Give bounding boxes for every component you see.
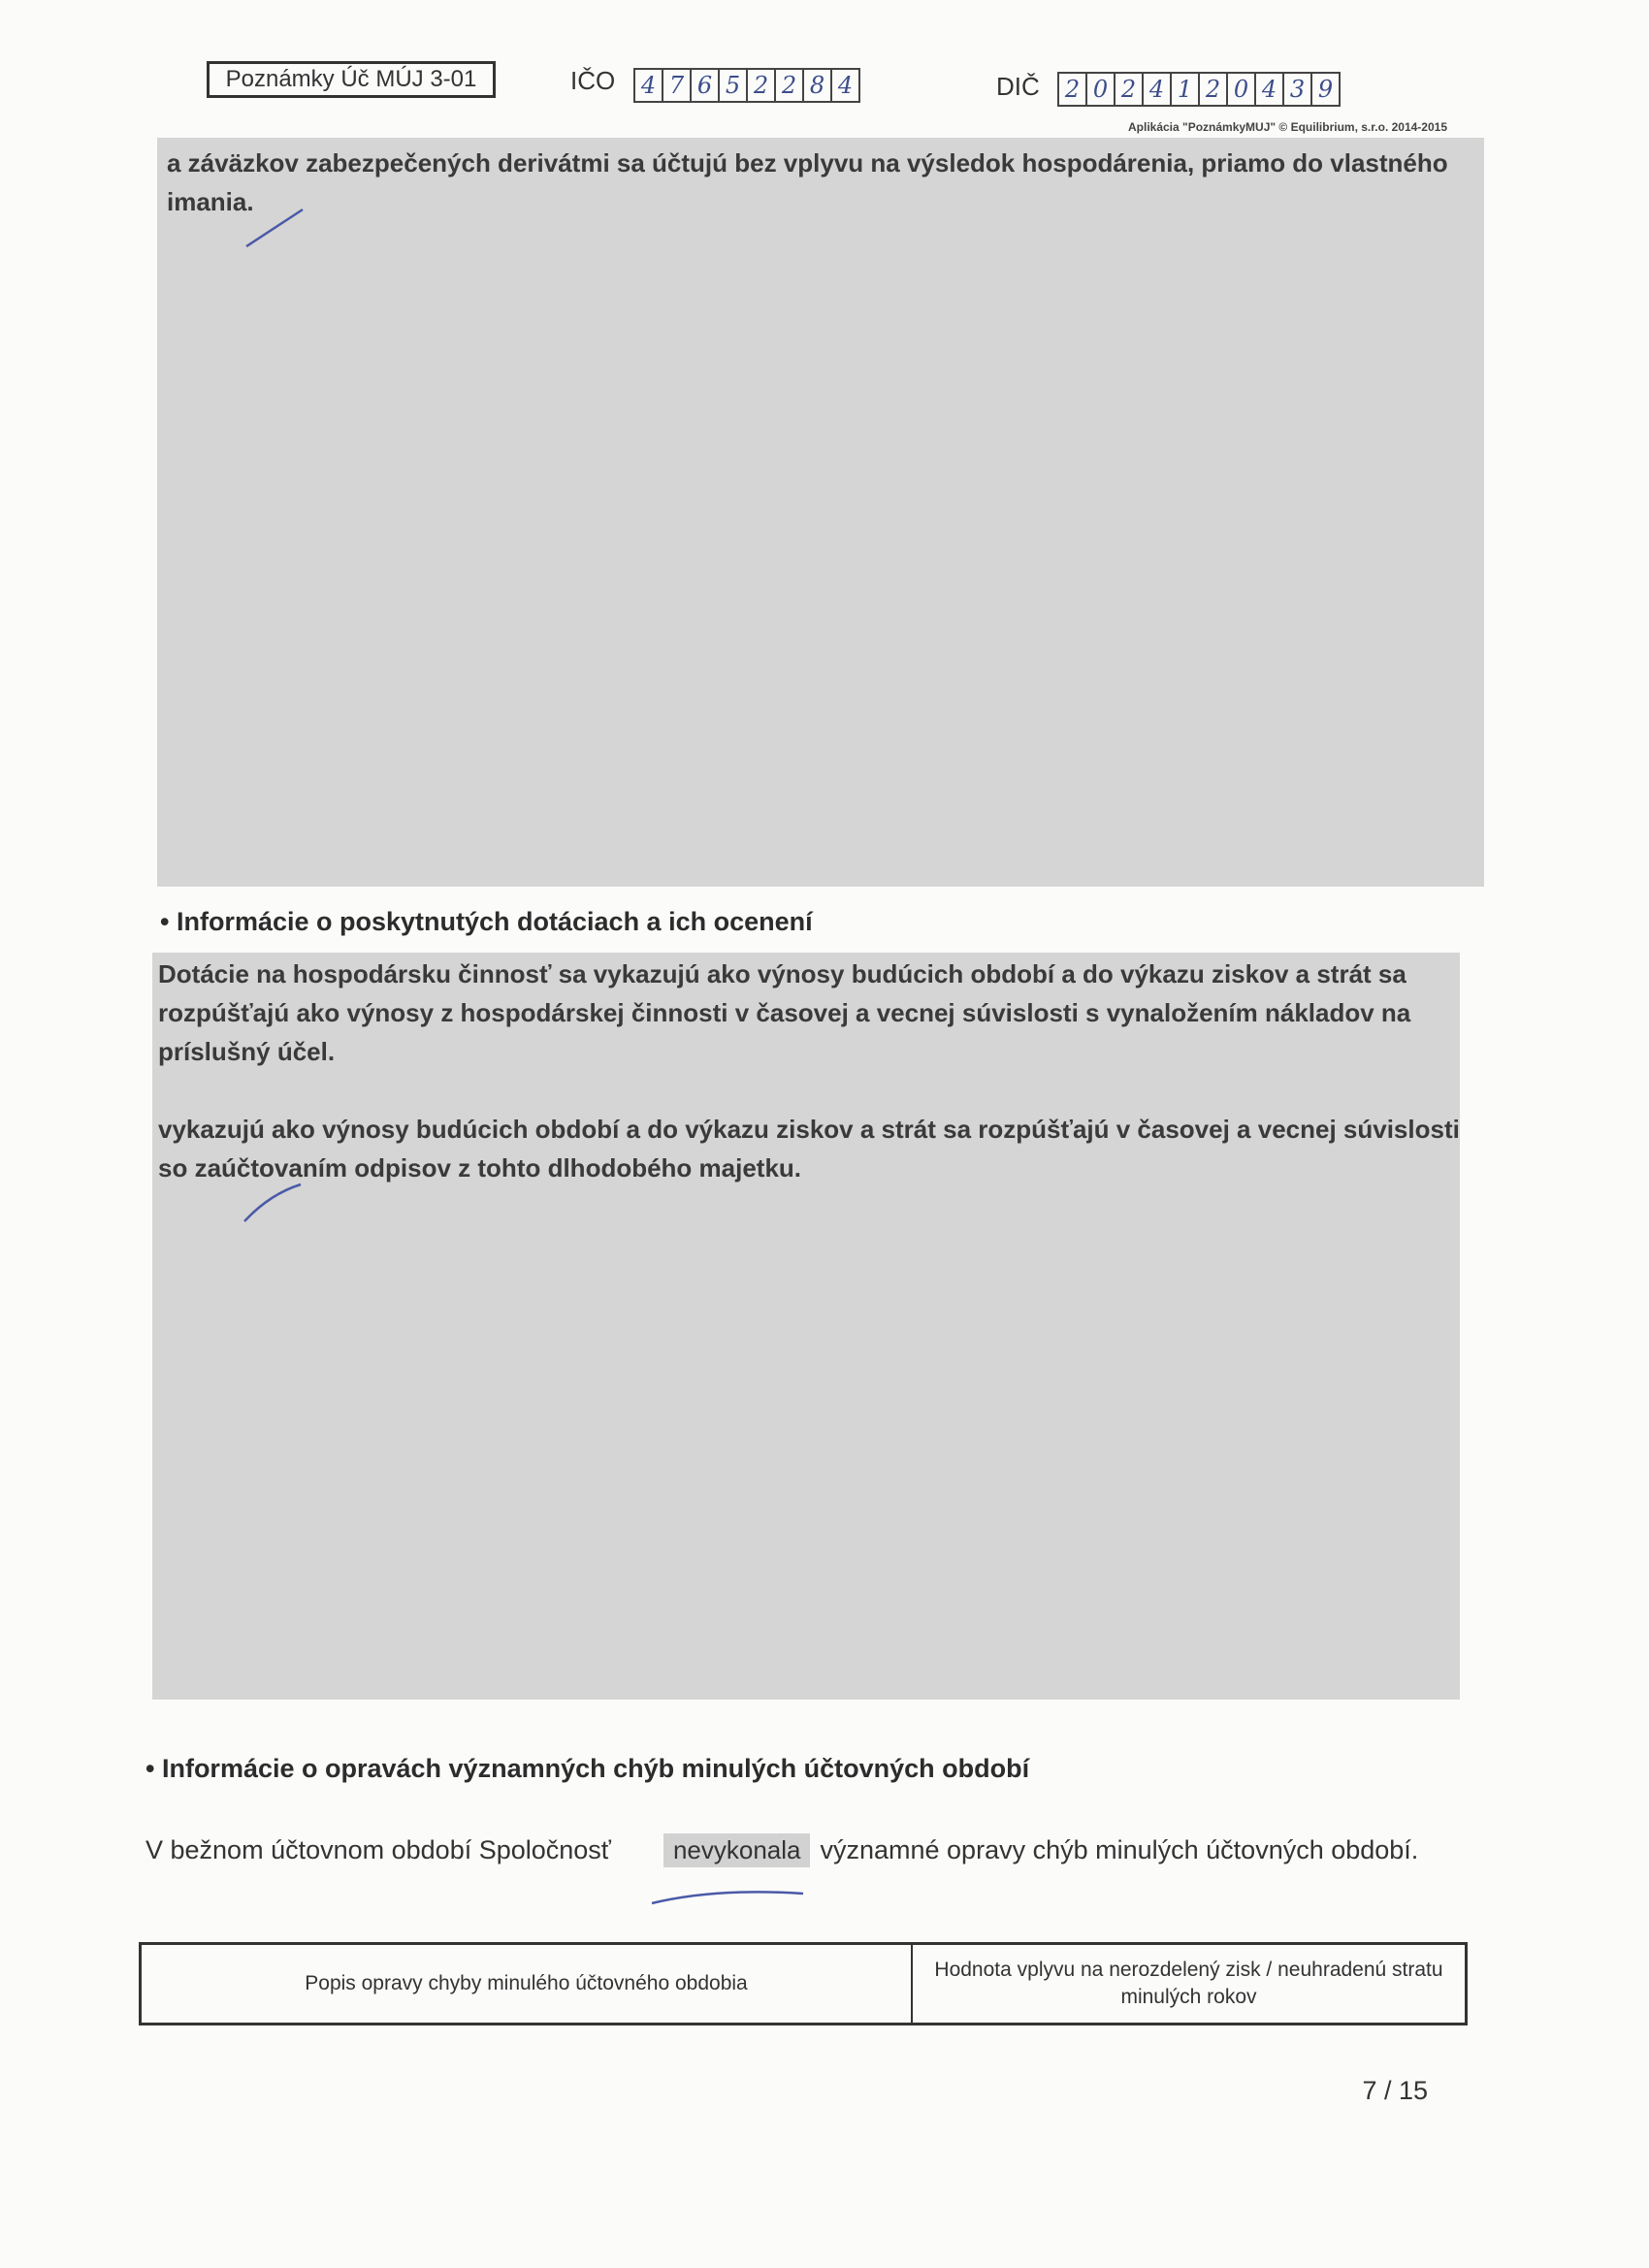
ico-digit-boxes — [633, 68, 858, 103]
paragraph-line: so zaúčtovaním odpisov z tohto dlhodobého majetku. — [158, 1153, 802, 1183]
corrections-statement — [146, 1833, 1455, 1867]
table-header-description: Popis opravy chyby minulého účtovného obdobia — [141, 1944, 913, 2025]
dic-digit: 0 — [1085, 72, 1116, 107]
dic-digit: 9 — [1310, 72, 1341, 107]
paragraph-line: príslušný účel. — [158, 1037, 336, 1066]
statement-text-after: významné opravy chýb minulých účtovných období. — [820, 1835, 1419, 1864]
dic-digit: 2 — [1057, 72, 1087, 107]
dic-digit: 2 — [1114, 72, 1144, 107]
dic-digit: 3 — [1282, 72, 1312, 107]
shaded-text-area-1 — [157, 138, 1484, 887]
dic-digit-boxes — [1057, 72, 1339, 107]
ico-digit: 8 — [802, 68, 832, 103]
statement-text-before: V bežnom účtovnom období Spoločnosť — [146, 1835, 611, 1864]
dic-digit: 1 — [1170, 72, 1200, 107]
paragraph-line: rozpúšťajú ako výnosy z hospodárskej činnosti v časovej a vecnej súvislosti s vynaložením nákladov na — [158, 998, 1411, 1027]
ico-digit: 7 — [662, 68, 692, 103]
shaded-text-area-2 — [152, 953, 1460, 1700]
paragraph-line: a záväzkov zabezpečených derivátmi sa účtujú bez vplyvu na výsledok hospodárenia, priamo do vlastného — [167, 148, 1448, 178]
form-code-box: Poznámky Úč MÚJ 3-01 — [207, 61, 496, 98]
paragraph-line: Dotácie na hospodársku činnosť sa vykazujú ako výnosy budúcich období a do výkazu ziskov a strát sa — [158, 959, 1406, 988]
app-copyright-note: Aplikácia "PoznámkyMUJ" © Equilibrium, s.r.o. 2014-2015 — [1127, 120, 1447, 134]
ico-digit: 5 — [718, 68, 748, 103]
corrections-table — [139, 1942, 1468, 2025]
checkmark-annotation-icon — [242, 204, 310, 252]
dic-label: DIČ — [996, 72, 1040, 101]
table-header-row — [141, 1944, 1467, 2025]
checkmark-annotation-icon — [241, 1179, 308, 1227]
dic-digit: 0 — [1226, 72, 1256, 107]
paragraph-line: imania. — [167, 187, 254, 216]
ico-digit: 4 — [633, 68, 663, 103]
dic-digit: 4 — [1254, 72, 1284, 107]
paragraph-line: vykazujú ako výnosy budúcich období a do výkazu ziskov a strát sa rozpúšťajú v časovej a vecnej súvislosti — [158, 1115, 1460, 1144]
page-number: 7 / 15 — [1362, 2076, 1428, 2105]
ico-label: IČO — [570, 66, 616, 95]
ico-digit: 2 — [746, 68, 776, 103]
dic-digit: 2 — [1198, 72, 1228, 107]
underline-annotation-icon — [648, 1882, 813, 1911]
section-heading-corrections: • Informácie o opravách významných chýb minulých účtovných období — [146, 1754, 1030, 1783]
dic-digit: 4 — [1142, 72, 1172, 107]
corrections-select-value[interactable]: nevykonala — [663, 1833, 811, 1867]
ico-digit: 6 — [690, 68, 720, 103]
ico-digit: 4 — [830, 68, 860, 103]
section-heading-subsidies: • Informácie o poskytnutých dotáciach a ich ocenení — [160, 907, 813, 936]
table-header-impact-value: Hodnota vplyvu na nerozdelený zisk / neuhradenú stratu minulých rokov — [912, 1944, 1467, 2025]
ico-digit: 2 — [774, 68, 804, 103]
